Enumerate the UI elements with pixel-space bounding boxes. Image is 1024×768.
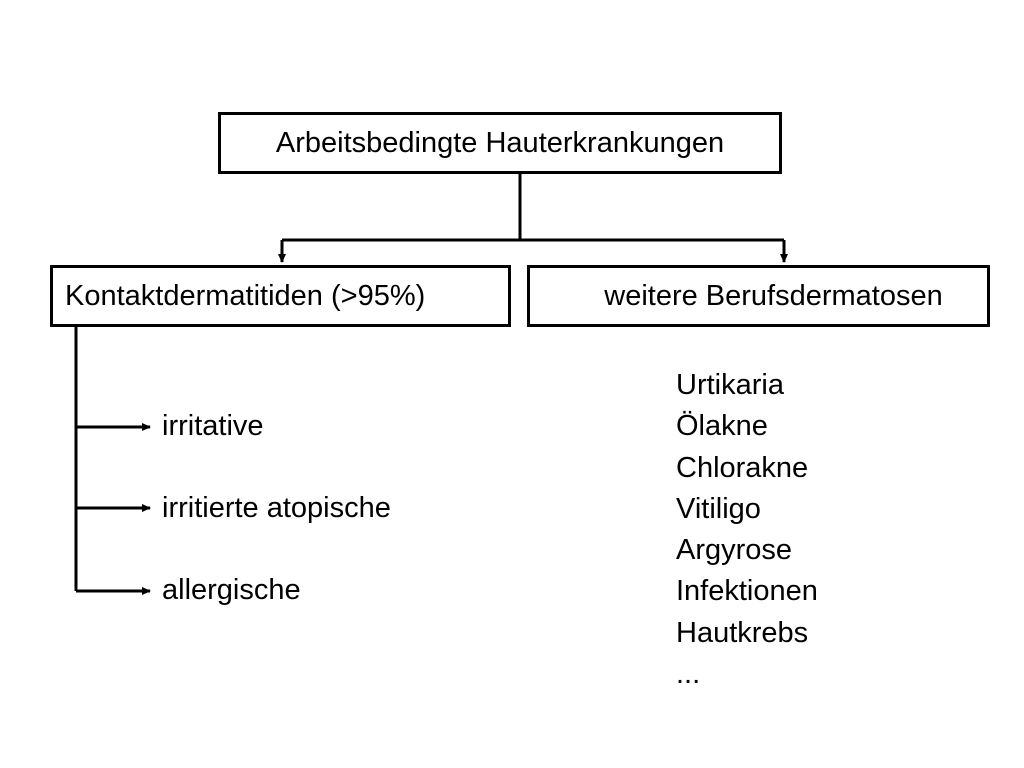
root-label: Arbeitsbedingte Hauterkrankungen: [275, 126, 725, 159]
list-item: Urtikaria: [676, 369, 784, 401]
list-item: Argyrose: [676, 534, 793, 567]
type-irritierte-atopische: irritierte atopische: [162, 492, 391, 524]
list-item: Ölakne: [676, 410, 768, 443]
type-allergische: allergische: [162, 574, 301, 606]
list-item: Vitiligo: [676, 492, 761, 525]
list-item: ...: [676, 658, 701, 691]
type-irritative: irritative: [162, 410, 264, 442]
other-dermatoses-list: [676, 365, 818, 695]
other-dermatoses-label: weitere Berufsdermatosen: [604, 279, 943, 312]
list-item: Hautkrebs: [676, 616, 809, 649]
root-box: [218, 112, 782, 174]
contact-dermatitis-box: [50, 265, 511, 327]
list-item: Chlorakne: [676, 451, 809, 484]
other-dermatoses-box: [527, 265, 990, 327]
contact-dermatitis-label: Kontaktdermatitiden (>95%): [65, 279, 426, 312]
list-item: Infektionen: [676, 575, 818, 608]
